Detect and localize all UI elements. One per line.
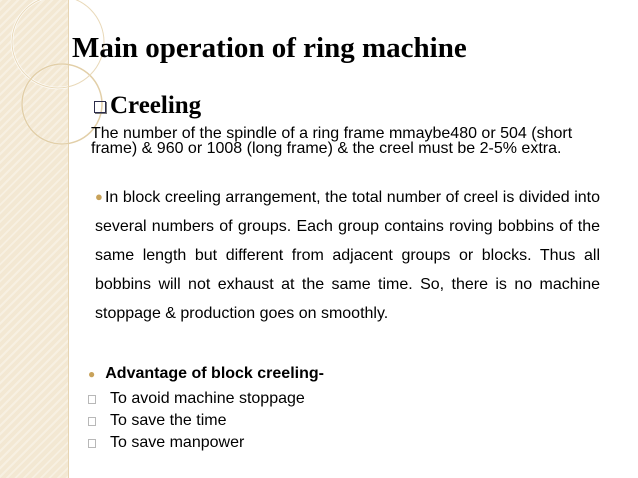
- checkbox-bullet-icon: [94, 101, 106, 113]
- list-item-text: To save manpower: [110, 434, 245, 451]
- list-item: [88, 388, 305, 410]
- bullet-dot-icon: ●: [88, 367, 96, 381]
- list-item: [88, 410, 305, 432]
- decorative-side-band: [0, 0, 69, 478]
- bullet-dot-icon: ●: [95, 189, 103, 204]
- decorative-circles-graphic: [0, 0, 68, 478]
- block-creeling-text: In block creeling arrangement, the total number of creel is divided into several numbers of groups. Each group contains roving bobbins of the same length but different from adjacent groups or blocks. Thus all bobbins will not exhaust at the same time. So, there is no machine stoppage & production goes on smoothly.: [95, 189, 600, 322]
- advantage-heading-text: Advantage of block creeling-: [105, 365, 324, 382]
- advantage-heading: [88, 365, 324, 383]
- square-bullet-icon: [88, 439, 96, 448]
- slide-title: Main operation of ring machine: [72, 32, 467, 64]
- square-bullet-icon: [88, 417, 96, 426]
- section-heading-text: Creeling: [110, 92, 202, 119]
- section-heading: [94, 92, 201, 120]
- square-bullet-icon: [88, 395, 96, 404]
- advantages-list: [88, 388, 305, 454]
- intro-text: The number of the spindle of a ring frame mmaybe480 or 504 (short frame) & 960 or 1008 (long frame) & the creel must be 2-5% extra.: [91, 125, 573, 157]
- list-item-text: To avoid machine stoppage: [110, 390, 305, 407]
- block-creeling-paragraph: [95, 183, 600, 328]
- list-item-text: To save the time: [110, 412, 227, 429]
- list-item: [88, 432, 305, 454]
